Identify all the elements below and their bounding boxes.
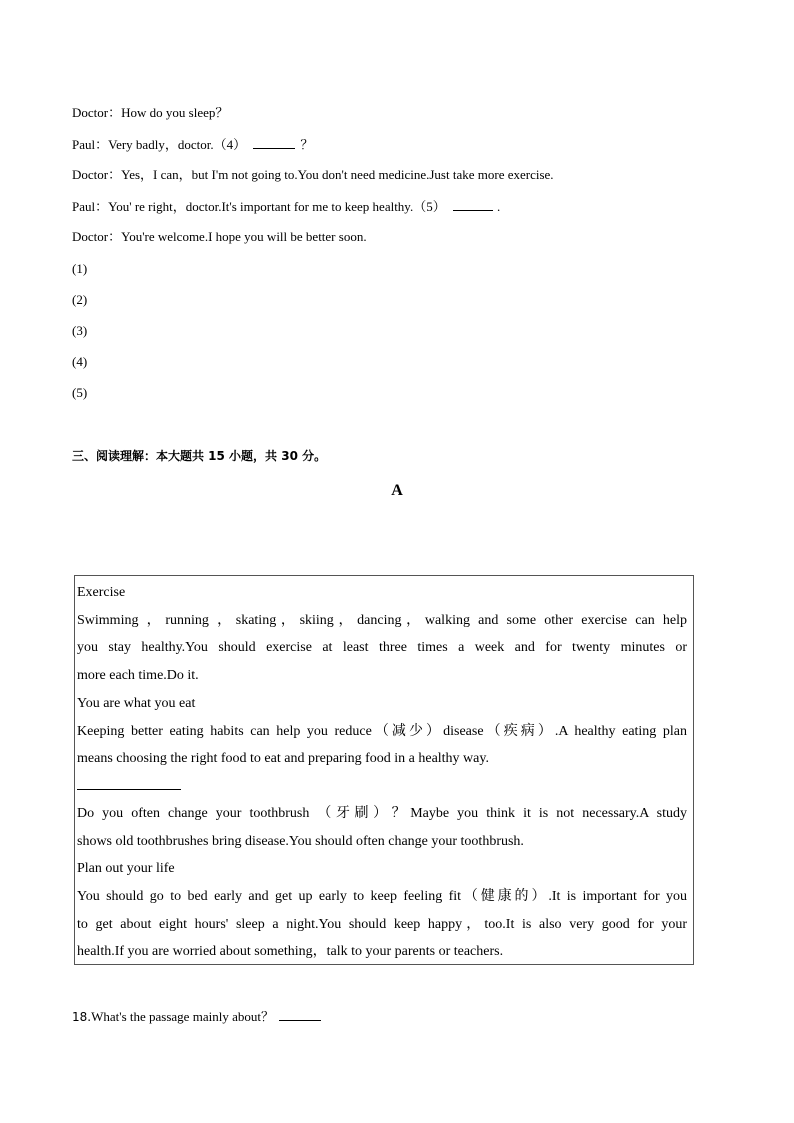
dialogue-line-2 bbox=[72, 136, 313, 153]
passage-heading-plan: Plan out your life bbox=[77, 861, 175, 877]
answer-label-3: (3) bbox=[72, 323, 88, 338]
dialogue-line-1 bbox=[72, 105, 228, 121]
answer-blank[interactable] bbox=[279, 1008, 321, 1021]
part-title: A bbox=[391, 482, 403, 499]
answer-label-4: (4) bbox=[72, 354, 88, 369]
passage-line: Keeping better eating habits can help you reduce（减少）disease（疾病）.A healthy eating plan bbox=[77, 723, 687, 739]
dialogue-line-4 bbox=[72, 198, 500, 215]
answer-blank[interactable] bbox=[253, 136, 295, 149]
answer-blank[interactable] bbox=[453, 198, 493, 211]
answer-label-5: (5) bbox=[72, 385, 88, 400]
separator: ： bbox=[95, 199, 109, 214]
dialogue-text: Very badly，doctor.（4） bbox=[108, 137, 247, 152]
passage-heading-eat: You are what you eat bbox=[77, 695, 196, 711]
passage-line: shows old toothbrushes bring disease.You should often change your toothbrush. bbox=[77, 833, 524, 849]
answer-label-1: (1) bbox=[72, 261, 88, 276]
passage-line: to get about eight hours' sleep a night.You should keep happy，too.It is also very good for your bbox=[77, 916, 687, 932]
dialogue-text: You' re right，doctor.It's important for me to keep healthy.（5） bbox=[108, 199, 446, 214]
heading-blank[interactable] bbox=[77, 773, 181, 790]
passage-line: you stay healthy.You should exercise at least three times a week and for twenty minutes or bbox=[77, 640, 687, 656]
question-18 bbox=[72, 1006, 321, 1025]
dialogue-text: You're welcome.I hope you will be better soon. bbox=[121, 229, 367, 244]
punctuation: ？ bbox=[215, 105, 229, 120]
passage-line: You should go to bed early and get up early to keep feeling fit（健康的）.It is important for you bbox=[77, 889, 687, 905]
separator: ： bbox=[108, 229, 122, 244]
passage-box bbox=[74, 575, 694, 965]
speaker: Doctor bbox=[72, 105, 109, 120]
speaker: Paul bbox=[72, 199, 96, 214]
speaker: Paul bbox=[72, 137, 96, 152]
punctuation: . bbox=[496, 199, 501, 214]
answer-label-2: (2) bbox=[72, 292, 88, 307]
dialogue-text: Yes，I can，but I'm not going to.You don't need medicine.Just take more exercise. bbox=[121, 167, 554, 182]
question-number: 18. bbox=[72, 1010, 92, 1024]
section-heading: 三、阅读理解：本大题共 15 小题，共 30 分。 bbox=[72, 449, 327, 463]
passage-line: Swimming ，running ，skating，skiing，dancing，walking and some other exercise can help bbox=[77, 612, 687, 628]
question-text: What's the passage mainly about？ bbox=[91, 1009, 274, 1024]
passage-line: means choosing the right food to eat and preparing food in a healthy way. bbox=[77, 751, 489, 767]
separator: ： bbox=[108, 105, 122, 120]
dialogue-line-3 bbox=[72, 167, 554, 183]
passage-line: health.If you are worried about something，talk to your parents or teachers. bbox=[77, 944, 504, 960]
passage-line: Do you often change your toothbrush （牙刷）？Maybe you think it is not necessary.A study bbox=[77, 805, 687, 821]
dialogue-line-5 bbox=[72, 229, 367, 245]
dialogue-text: How do you sleep bbox=[121, 105, 216, 120]
passage-line: more each time.Do it. bbox=[77, 668, 199, 684]
speaker: Doctor bbox=[72, 167, 109, 182]
punctuation: ？ bbox=[300, 137, 314, 152]
passage-heading-exercise: Exercise bbox=[77, 585, 126, 600]
separator: ： bbox=[108, 167, 122, 182]
speaker: Doctor bbox=[72, 229, 109, 244]
separator: ： bbox=[95, 137, 109, 152]
